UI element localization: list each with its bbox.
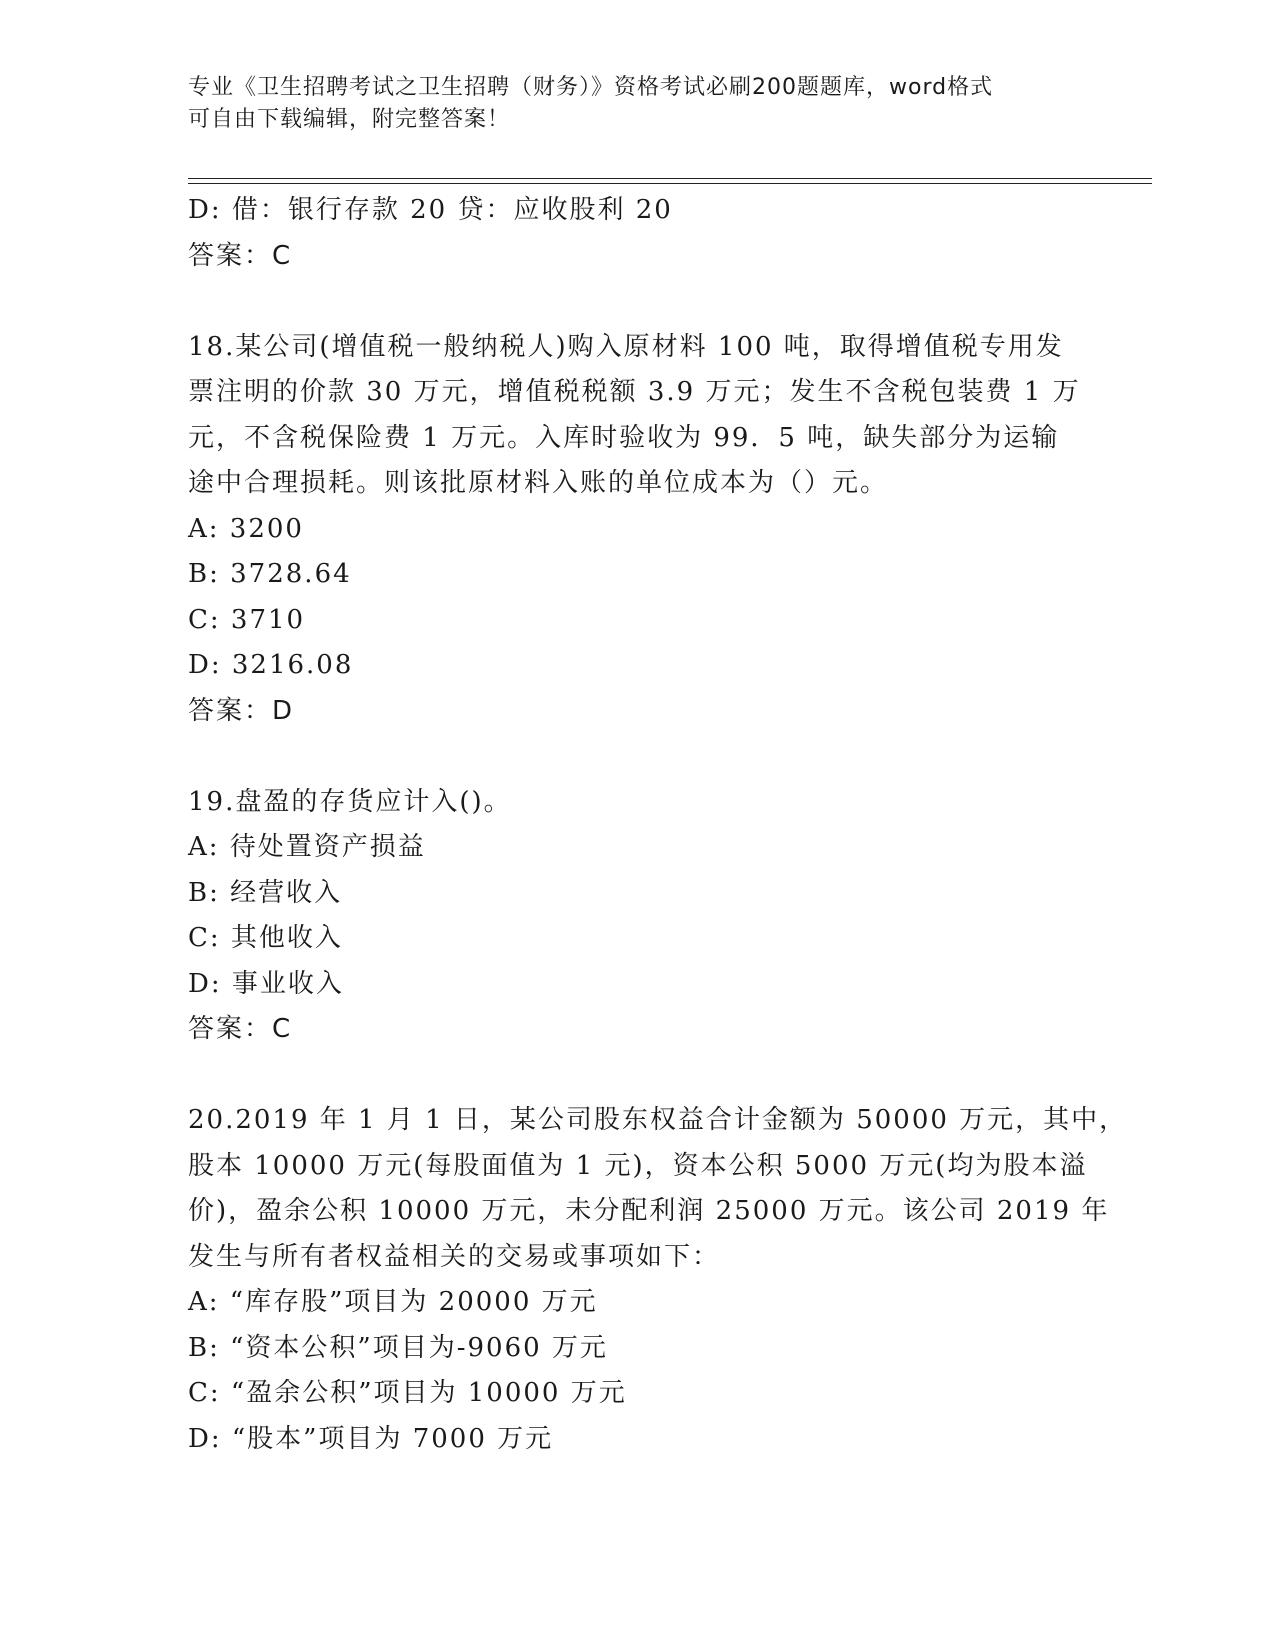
option-b: B: 经营收入 <box>188 877 343 908</box>
question-text-line: 19.盘盈的存货应计入()。 <box>188 786 512 817</box>
spacer <box>188 279 1088 325</box>
option-d: D: “股本”项目为 7000 万元 <box>188 1423 554 1454</box>
spacer <box>188 1053 1088 1099</box>
question-text-line: 价)，盈余公积 10000 万元，未分配利润 25000 万元。该公司 2019 年 <box>188 1196 1110 1226</box>
option-d: D: 事业收入 <box>188 968 344 999</box>
option-b: B: “资本公积”项目为-9060 万元 <box>188 1332 608 1363</box>
header-line-2: 可自由下载编辑，附完整答案！ <box>188 107 511 132</box>
prev-answer: 答案：C <box>188 240 293 271</box>
option-c: C: “盈余公积”项目为 10000 万元 <box>188 1378 627 1408</box>
option-a: A: 3200 <box>188 513 304 544</box>
question-text-line: 18.某公司(增值税一般纳税人)购入原材料 100 吨，取得增值税专用发 <box>188 331 1064 362</box>
question-text-line: 票注明的价款 30 万元，增值税税额 3.9 万元；发生不含税包装费 1 万 <box>188 377 1081 407</box>
option-c: C: 3710 <box>188 604 306 635</box>
option-d: D: 3216.08 <box>188 650 354 680</box>
option-a: A: 待处置资产损益 <box>188 832 426 862</box>
question-text-line: 途中合理损耗。则该批原材料入账的单位成本为（）元。 <box>188 468 889 498</box>
header-line-1: 专业《卫生招聘考试之卫生招聘（财务）》资格考试必刷200题题库，word格式 <box>188 75 994 100</box>
question-text-line: 股本 10000 万元(每股面值为 1 元)，资本公积 5000 万元(均为股本溢 <box>188 1150 1088 1181</box>
question-20 <box>188 1098 1128 1462</box>
question-text-line: 20.2019 年 1 月 1 日，某公司股东权益合计金额为 50000 万元，其中， <box>188 1105 1128 1135</box>
header-divider-top <box>188 178 1152 179</box>
question-text-line: 发生与所有者权益相关的交易或事项如下： <box>188 1241 721 1272</box>
answer: 答案：C <box>188 1014 293 1044</box>
prev-option-d: D: 借：银行存款 20 贷：应收股利 20 <box>188 195 673 225</box>
spacer <box>188 734 1088 780</box>
answer: 答案：D <box>188 695 295 726</box>
option-c: C: 其他收入 <box>188 923 343 953</box>
option-b: B: 3728.64 <box>188 559 352 589</box>
question-18 <box>188 325 1088 735</box>
question-text-line: 元，不含税保险费 1 万元。入库时验收为 99．5 吨，缺失部分为运输 <box>188 422 1060 453</box>
option-a: A: “库存股”项目为 20000 万元 <box>188 1287 598 1317</box>
question-19 <box>188 780 1088 1053</box>
document-header <box>188 72 1068 136</box>
header-divider-bottom <box>188 183 1152 184</box>
question-content <box>188 188 1128 1462</box>
